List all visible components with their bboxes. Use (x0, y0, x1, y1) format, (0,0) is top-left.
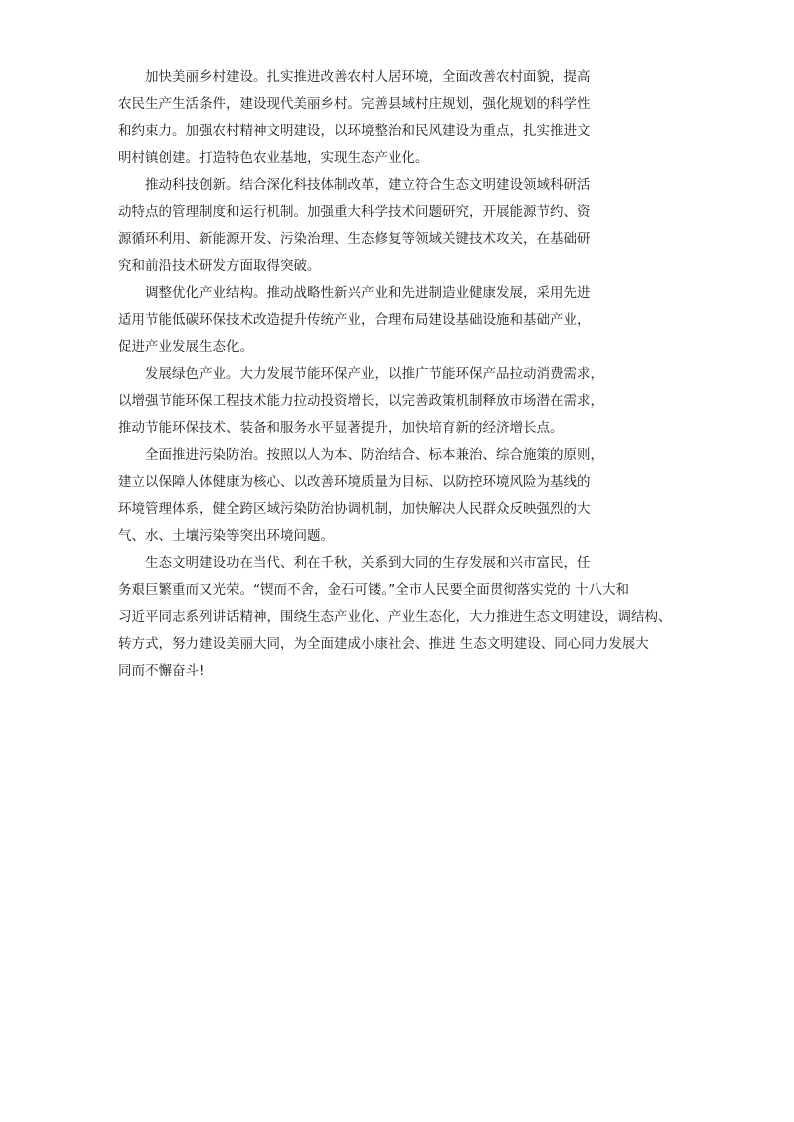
text-line: 建立以保障人体健康为核心、以改善环境质量为目标、以防控环境风险为基线的 (118, 474, 591, 490)
text-line: 和约束力。加强农村精神文明建设，以环境整治和民风建设为重点，扎实推进文 (118, 123, 591, 139)
text-line: 发展绿色产业。大力发展节能环保产业，以推广节能环保产品拉动消费需求， (145, 366, 604, 382)
text-line: 农民生产生活条件，建设现代美丽乡村。完善县域村庄规划，强化规划的科学性 (118, 96, 591, 112)
text-line: 以增强节能环保工程技术能力拉动投资增长，以完善政策机制释放市场潜在需求， (118, 393, 604, 409)
text-line: 调整优化产业结构。推动战略性新兴产业和先进制造业健康发展，采用先进 (145, 285, 591, 301)
text-line: 动特点的管理制度和运行机制。加强重大科学技术问题研究，开展能源节约、资 (118, 204, 591, 220)
paragraph-green-industry (118, 361, 678, 442)
paragraph-industry-structure (118, 280, 678, 361)
text-line: 推动节能环保技术、装备和服务水平显著提升，加快培育新的经济增长点。 (118, 420, 564, 436)
text-line: 气、水、土壤污染等突出环境问题。 (118, 528, 334, 544)
text-line: 转方式，努力建设美丽大同，为全面建成小康社会、推进 生态文明建设、同心同力发展大 (118, 636, 649, 652)
text-line: 源循环利用、新能源开发、污染治理、生态修复等领域关键技术攻关，在基础研 (118, 231, 591, 247)
paragraph-rural-construction (118, 64, 678, 172)
text-line: 加快美丽乡村建设。扎实推进改善农村人居环境，全面改善农村面貌，提高 (145, 69, 591, 85)
text-line: 务艰巨繁重而又光荣。“锲而不舍，金石可镂。”全市人民要全面贯彻落实党的 十八大和 (118, 582, 630, 598)
text-line: 环境管理体系，健全跨区域污染防治协调机制，加快解决人民群众反映强烈的大 (118, 501, 591, 517)
text-line: 同而不懈奋斗! (118, 663, 205, 679)
text-line: 推动科技创新。结合深化科技体制改革，建立符合生态文明建设领域科研活 (145, 177, 591, 193)
text-line: 明村镇创建。打造特色农业基地，实现生态产业化。 (118, 150, 429, 166)
text-line: 促进产业发展生态化。 (118, 339, 253, 355)
paragraph-pollution-control (118, 442, 678, 550)
document-page (118, 64, 678, 685)
paragraph-tech-innovation (118, 172, 678, 280)
text-line: 究和前沿技术研发方面取得突破。 (118, 258, 321, 274)
paragraph-conclusion (118, 550, 678, 685)
text-line: 习近平同志系列讲话精神，围绕生态产业化、产业生态化，大力推进生态文明建设，调结构、 (118, 609, 672, 625)
text-line: 生态文明建设功在当代、利在千秋，关系到大同的生存发展和兴市富民，任 (145, 555, 591, 571)
text-line: 全面推进污染防治。按照以人为本、防治结合、标本兼治、综合施策的原则， (145, 447, 604, 463)
text-line: 适用节能低碳环保技术改造提升传统产业，合理布局建设基础设施和基础产业， (118, 312, 591, 328)
